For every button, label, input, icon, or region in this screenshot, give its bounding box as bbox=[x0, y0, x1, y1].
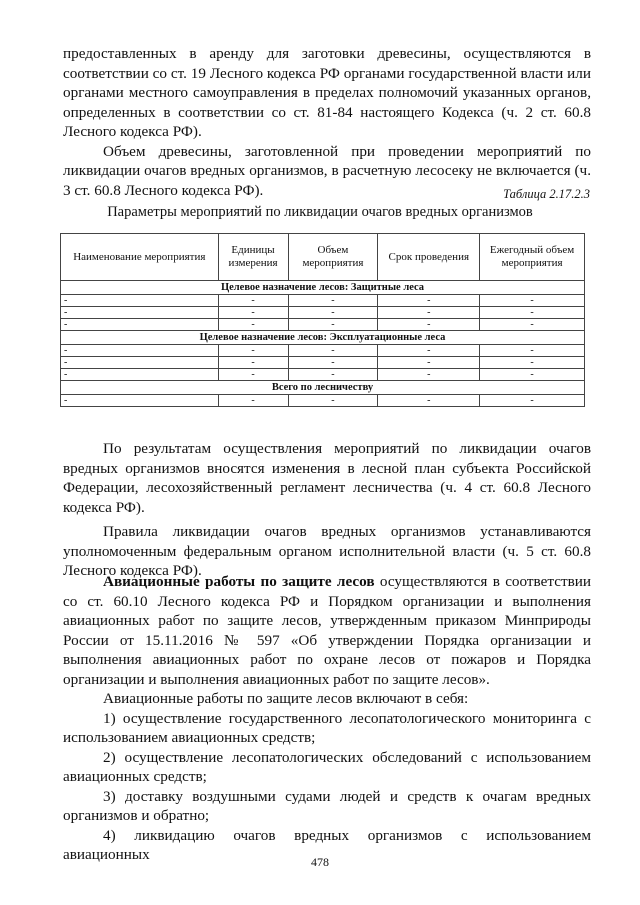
aviation-heading: Авиационные работы по защите лесов bbox=[103, 573, 375, 590]
column-header: Единицы измерения bbox=[218, 234, 288, 281]
table-cell: - bbox=[378, 395, 480, 407]
section-title: Всего по лесничеству bbox=[61, 381, 585, 395]
table-cell: - bbox=[61, 345, 219, 357]
section-row bbox=[61, 381, 585, 395]
table-row bbox=[61, 319, 585, 331]
table-cell: - bbox=[288, 369, 378, 381]
table-cell: - bbox=[218, 345, 288, 357]
table-cell: - bbox=[480, 369, 585, 381]
table-cell: - bbox=[480, 395, 585, 407]
table-cell: - bbox=[378, 319, 480, 331]
aviation-paragraph bbox=[63, 572, 591, 689]
table-row bbox=[61, 345, 585, 357]
table-row bbox=[61, 295, 585, 307]
section-title: Целевое назначение лесов: Защитные леса bbox=[61, 281, 585, 295]
table-row bbox=[61, 369, 585, 381]
table-cell: - bbox=[378, 307, 480, 319]
table-row bbox=[61, 357, 585, 369]
column-header: Срок проведения bbox=[378, 234, 480, 281]
table-cell: - bbox=[288, 357, 378, 369]
table-cell: - bbox=[218, 369, 288, 381]
table-title: Параметры мероприятий по ликвидации очагов вредных организмов bbox=[107, 204, 533, 220]
list-intro: Авиационные работы по защите лесов включают в себя: bbox=[103, 690, 469, 707]
aviation-body: осуществляются в соответствии со ст. 60.10 Лесного кодекса РФ и Порядком организации и выполнения авиационных работ по защите лесов, утвержденным приказом Минприроды России от 15.11.2016 № 597 «Об утверждении Порядка организации и выполнения авиационных работ по охране лесов от пожаров и Порядка организации и выполнения авиационных работ по защите лесов». bbox=[63, 573, 592, 688]
paragraph: предоставленных в аренду для заготовки древесины, осуществляются в соответствии со ст. 19 Лесного кодекса РФ органами государственной власти или органами местного самоуправления в пределах полномочий указанных органов, определенных в соответствии со ст. 81-84 настоящего Кодекса (ч. 2 ст. 60.8 Лесного кодекса РФ). bbox=[63, 45, 591, 140]
section-row bbox=[61, 281, 585, 295]
table-cell: - bbox=[61, 307, 219, 319]
table-header-row bbox=[61, 234, 585, 281]
table-cell: - bbox=[288, 295, 378, 307]
table-cell: - bbox=[480, 307, 585, 319]
paragraph: Правила ликвидации очагов вредных организмов устанавливаются уполномоченным федеральным органом исполнительной власти (ч. 5 ст. 60.8 Лесного кодекса РФ). bbox=[63, 523, 591, 579]
column-header: Объем мероприятия bbox=[288, 234, 378, 281]
table-cell: - bbox=[218, 357, 288, 369]
list-item: 2) осуществление лесопатологических обследований с использованием авиационных средств; bbox=[63, 748, 591, 785]
table-cell: - bbox=[61, 395, 219, 407]
table-cell: - bbox=[218, 395, 288, 407]
table-number: Таблица 2.17.2.3 bbox=[503, 187, 590, 201]
column-header: Ежегодный объем мероприятия bbox=[480, 234, 585, 281]
table-cell: - bbox=[480, 345, 585, 357]
table-cell: - bbox=[378, 345, 480, 357]
table-cell: - bbox=[288, 395, 378, 407]
list-item: 1) осуществление государственного лесопатологического мониторинга с использованием авиационных средств; bbox=[63, 709, 591, 746]
table-cell: - bbox=[288, 307, 378, 319]
table-cell: - bbox=[288, 319, 378, 331]
table-cell: - bbox=[378, 357, 480, 369]
table-cell: - bbox=[378, 295, 480, 307]
table-cell: - bbox=[218, 319, 288, 331]
table-cell: - bbox=[61, 369, 219, 381]
table-cell: - bbox=[480, 357, 585, 369]
page-number: 478 bbox=[311, 855, 329, 869]
measures-table bbox=[60, 233, 585, 407]
paragraph: Объем древесины, заготовленной при проведении мероприятий по ликвидации очагов вредных организмов, в расчетную лесосеку не включается (ч. 3 ст. 60.8 Лесного кодекса РФ). bbox=[63, 142, 591, 199]
table-row bbox=[61, 307, 585, 319]
middle-text bbox=[63, 439, 591, 581]
top-text bbox=[63, 44, 591, 200]
table-cell: - bbox=[480, 319, 585, 331]
column-header: Наименование мероприятия bbox=[61, 234, 219, 281]
table-cell: - bbox=[61, 295, 219, 307]
table-cell: - bbox=[218, 307, 288, 319]
list-item: 3) доставку воздушными судами людей и средств к очагам вредных организмов и обратно; bbox=[63, 787, 591, 824]
table-row bbox=[61, 395, 585, 407]
table-cell: - bbox=[288, 345, 378, 357]
list-item: 4) ликвидацию очагов вредных организмов с использованием авиационных bbox=[63, 826, 591, 863]
section-row bbox=[61, 331, 585, 345]
section-title: Целевое назначение лесов: Эксплуатационные леса bbox=[61, 331, 585, 345]
table-cell: - bbox=[480, 295, 585, 307]
table-cell: - bbox=[61, 319, 219, 331]
paragraph: По результатам осуществления мероприятий по ликвидации очагов вредных организмов вносятся изменения в лесной план субъекта Российской Федерации, лесохозяйственный регламент лесничества (ч. 4 ст. 60.8 Лесного кодекса РФ). bbox=[63, 440, 591, 516]
table-cell: - bbox=[378, 369, 480, 381]
table-cell: - bbox=[218, 295, 288, 307]
table-cell: - bbox=[61, 357, 219, 369]
aviation-section bbox=[63, 572, 591, 865]
